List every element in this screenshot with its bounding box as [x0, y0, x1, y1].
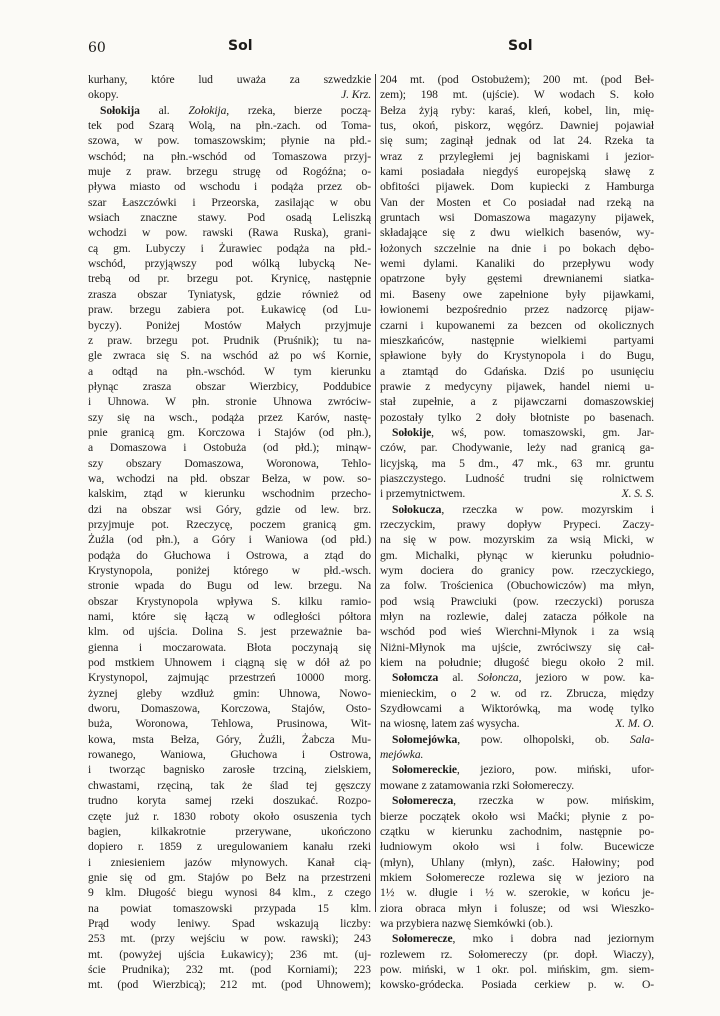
right-column-line: mejówka. — [380, 748, 424, 762]
left-column-line: Krystynopol, zajmując przestrzeń 10000 morg. — [88, 671, 371, 685]
left-column-line: szy się na wsch., podąża przez Karów, nastę- — [88, 410, 371, 424]
left-column-line: gle zwraca się S. na wschód aż po wś Kornie, — [88, 349, 371, 363]
right-column-line: Sołomerecze, mko i dobra nad jeziornym — [392, 932, 654, 946]
right-column-line: X. S. S. i przemytnictwem. — [380, 487, 654, 501]
left-column — [88, 72, 371, 1002]
right-column-line: wym dociera do granicy pow. rzeczyckiego, — [380, 564, 654, 577]
left-column-line: szowa, w pow. tomaszowskim; płynie na płd.- — [88, 134, 371, 148]
right-column-line: X. M. O. na wiosnę, latem zaś wysycha. — [380, 717, 654, 731]
right-column-line: 204 mt. (pod Ostobużem); 200 mt. (pod Beł- — [380, 73, 654, 86]
running-header — [88, 38, 654, 60]
right-column-line: rzeczyckim, prawy dopływ Prypeci. Zaczy- — [380, 517, 654, 531]
right-column-line: kami posiadała niegdyś europejską sławę z — [380, 165, 654, 179]
right-column-line: Bełza żyją ryby: karaś, kleń, kobel, lin, mię- — [380, 103, 654, 117]
right-column-line: kiem na południe; długość biegu około 2 mil. — [380, 656, 654, 670]
right-column-line: a ztamtąd do Gdańska. Dziś po usunięciu — [380, 364, 654, 378]
left-column-line: Prąd wody leniwy. Spad wskazują liczby: — [88, 916, 371, 930]
left-column-line: praw. brzegu zabiera pot. Łukawicę (od Lu- — [88, 303, 371, 317]
left-column-line: J. Krz. okopy. — [88, 88, 371, 102]
left-column-line: gnie się od gm. Stajów po Bełz na przestrzeni — [88, 870, 371, 884]
left-column-line: trudno koryta samej rzeki doszukać. Rozpo- — [88, 794, 371, 808]
right-column-line: Sołomerecza, rzeczka w pow. mińskim, — [392, 794, 654, 808]
left-column-line: dworu, Domaszowa, Korczowa, Stajów, Osto- — [88, 702, 371, 716]
left-column-line: 9 klm. Długość biegu wynosi 84 klm., z czego — [88, 886, 371, 900]
right-column-line: się sum; zaginął jednak od lat 24. Rzeka ta — [380, 134, 654, 148]
right-column-line: za folw. Trościenica (Obuchowiczów) ma młyn, — [380, 579, 654, 593]
left-column-line: wchodzi w pow. rawski (Rawa Ruska), grani- — [88, 226, 371, 240]
header-keyword-left: Sol — [228, 38, 253, 54]
right-column-line: pozostały tylko 2 doły błotniste po basenach. — [380, 410, 654, 424]
left-column-line: a odtąd na płn.-wschód. W tym kierunku — [88, 364, 371, 378]
right-column-line: Van der Mosten et Co posiadał nad rzeką na — [380, 195, 654, 209]
left-column-line: dzi na obszar wsi Góry, gdzie od lew. brz. — [88, 502, 371, 516]
left-column-line: nami, które się łączą w odległości półtora — [88, 610, 371, 624]
left-column-line: ście Prudnika); 232 mt. (pod Korniami); 223 — [88, 962, 371, 976]
left-column-line: pływa miasto od wschodu i podąża przez ob- — [88, 180, 371, 194]
left-column-line: płynąc zrasza obszar Wierzbicy, Poddubice — [88, 379, 371, 393]
left-column-line: wsiach znaczne stawy. Pod osadą Leliszką — [88, 211, 371, 225]
left-column-line: tek pod Szarą Wolą, na płn.-zach. od Toma- — [88, 119, 371, 133]
left-column-line: byczy). Poniżej Mostów Małych przyjmuje — [88, 318, 371, 332]
right-column-line: pod wsią Prawciuki (pow. rzeczycki) porusza — [380, 594, 654, 608]
right-column-line: piaszczystego. Ludność trudni się rolnictwem — [380, 471, 654, 485]
right-column-line: czątku w kierunku zachodnim, następnie po- — [380, 824, 654, 838]
left-column-line: wa, wchodzi na płd. obszar Bełza, w pow. so- — [88, 471, 371, 485]
left-column-line: mt. (powyżej ujścia Łukawicy); 236 mt. (uj- — [88, 947, 371, 961]
right-column-line: stał zupełnie, a z pijawczarni domaszowskiej — [380, 395, 654, 409]
right-column-line: opatrzone były gęstemi drewnianemi siatka- — [380, 272, 654, 286]
left-column-line: mt. (pod Wierzbicą); 212 mt. (pod Uhnowem); — [88, 978, 371, 992]
left-column-line: kowa, msta Bełza, Góry, Żuźli, Żabcza Mu- — [88, 732, 371, 746]
right-column-line: rozlewem rz. Sołomereczy (pr. dopł. Wiaczy), — [380, 947, 654, 961]
left-column-line: kurhany, które lud uważa za szwedzkie — [88, 73, 371, 86]
header-keyword-right: Sol — [508, 38, 533, 54]
right-column-line: wraz z przyległemi jej bagniskami i jezior- — [380, 149, 654, 163]
right-column-line: Sołomcza al. Sołoncza, jezioro w pow. ka- — [392, 671, 654, 685]
left-column-line: przyjmuje pot. Rzeczycę, poczem granicą gm. — [88, 517, 371, 531]
left-column-line: rowanego, Waniowa, Głuchowa i Ostrowa, — [88, 748, 371, 762]
left-column-line: Krystynopola, poniżej którego w płd.-wsch. — [88, 564, 371, 577]
right-column-line: tus, okoń, piskorz, węgórz. Dawniej pojawiał — [380, 119, 654, 133]
right-column-line: ziora obraca młyn i folusze; od wsi Wieszko- — [380, 901, 654, 915]
right-column-line: młyn na rozlewie, dalej zatacza półkole na — [380, 610, 654, 624]
right-column-line: mieszkańców, następnie wielkiemi partyami — [380, 333, 654, 347]
right-column-line: bierze początek około wsi Maćki; płynie z po- — [380, 809, 654, 823]
right-column-line: mienieckim, o 2 w. od rz. Zbrucza, między — [380, 686, 654, 700]
right-column-line: Szydłowcami a Wiktorówką, ma wodę tylko — [380, 702, 654, 716]
right-column-line: wa przybiera nazwę Siemkówki (ob.). — [380, 916, 553, 930]
left-column-line: kalskim, ztąd w kierunku wschodnim przecho- — [88, 487, 371, 501]
right-column-line: mi. Baseny owe zapełnione były pijawkami, — [380, 287, 654, 301]
left-column-line: podąża do Głuchowa i Ostrowa, a ztąd do — [88, 548, 371, 562]
right-column-line: obfitości pijawek. Dom kupiecki z Hamburga — [380, 180, 654, 194]
left-column-line: wschód; na płn.-wschód od Tomaszowa przyj- — [88, 149, 371, 163]
left-column-line: pod mstkiem Uhnowem i ciągną się w dół aż po — [88, 656, 371, 670]
right-column-line: (młyn), Uhlany (młyn), zaśc. Hałowiny; pod — [380, 855, 654, 869]
left-column-line: bagien, kilkakrotnie przerywane, ukończono — [88, 824, 371, 838]
left-column-line: szy obszary Domaszowa, Woronowa, Tehlo- — [88, 456, 371, 470]
left-column-line: zrasza obszar Tyniatysk, gdzie również od — [88, 287, 371, 301]
right-column-line: gm. Michalki, płynąc w kierunku południo- — [380, 548, 654, 562]
right-column-line: Sołomereckie, jezioro, pow. miński, ufor- — [392, 763, 654, 777]
left-column-line: dopiero r. 1859 z uregulowaniem kanału rzeki — [88, 840, 371, 854]
left-column-line: z praw. brzegu pot. Prudnik (Pruśnik); tu na- — [88, 333, 371, 347]
right-column-line: łowionemi bezpośrednio przez nadzorcę pijaw- — [380, 303, 654, 317]
right-column-line: Niżni-Młynok ma ujście, zwróciwszy się cał- — [380, 640, 654, 654]
page-number: 60 — [88, 40, 106, 56]
left-column-line: a Domaszowa i Ostobuża (od płd.); minąw- — [88, 441, 371, 455]
left-column-line: cą gm. Lubyczy i Żurawiec podąża na płd.- — [88, 241, 371, 255]
right-column-line: wschód pod wieś Wierchni-Młynok i za wsią — [380, 625, 654, 639]
left-column-line: Żuźla (od płn.), a Góry i Waniowa (od płd.) — [88, 533, 371, 547]
right-column-line: Sołokucza, rzeczka w pow. mozyrskim i — [392, 502, 654, 516]
right-column-line: pow. miński, w 1 okr. pol. mińskim, gm. siem- — [380, 962, 654, 976]
right-column-line: czarni i kupowanemi za bezcen od okolicznych — [380, 318, 654, 332]
column-divider — [375, 74, 376, 912]
left-column-line: Sołokija al. Zołokija, rzeka, bierze począ- — [100, 103, 371, 117]
right-column-line: łożonych szczelnie na dnie i po bokach dębo- — [380, 241, 654, 255]
right-column — [380, 72, 654, 1002]
left-column-line: wschód, przyjąwszy pod wólką lubycką Ne- — [88, 257, 371, 271]
left-column-line: i zniesieniem jazów młynowych. Kanał cią- — [88, 855, 371, 869]
left-column-line: klm. od ujścia. Dolina S. jest przeważnie ba- — [88, 625, 371, 639]
left-column-line: obszar Krystynopola wpływa S. kilku ramio- — [88, 594, 371, 608]
left-column-line: trebą od pr. brzegu pot. Krynicę, następnie — [88, 272, 371, 286]
left-column-line: i tworząc bagnisko zarosłe trzciną, zielskiem, — [88, 763, 371, 777]
left-column-line: muje z praw. brzegu strugę od Rogóźna; o- — [88, 165, 371, 179]
left-column-line: szar Łaszczówki i Przeorska, zasilając w obu — [88, 195, 371, 209]
left-column-line: na powiat tomaszowski przypada 15 klm. — [88, 901, 371, 915]
left-column-line: gienna i moczarowata. Błota poczynają się — [88, 640, 371, 654]
left-column-line: pnie granicą gm. Korczowa i Stajów (od płn.), — [88, 425, 371, 439]
right-column-line: mkiem Sołomerecze rozlewa się w jezioro na — [380, 870, 654, 884]
right-column-line: kowsko-gródecka. Posiada cerkiew p. w. O- — [380, 978, 654, 992]
right-column-line: gruntach wsi Domaszowa magazyny pijawek, — [380, 211, 654, 225]
right-column-line: spławione były do Krystynopola i do Bugu, — [380, 349, 654, 363]
left-column-line: stronie wpada do Bugu od lew. brzegu. Na — [88, 579, 371, 593]
right-column-line: składające się z dwu wielkich basenów, wy- — [380, 226, 654, 240]
right-column-line: licyjską, ma 5 dm., 47 mk., 63 mr. gruntu — [380, 456, 654, 470]
left-column-line: buża, Woronowa, Tehlowa, Prusinowa, Wit- — [88, 717, 371, 731]
right-column-line: prawie z medycyny pijawek, handel niemi u- — [380, 379, 654, 393]
left-column-line: 253 mt. (przy wejściu w pow. rawski); 243 — [88, 932, 371, 946]
left-column-line: częte już r. 1830 roboty około osuszenia tych — [88, 809, 371, 823]
right-column-line: wemi dylami. Kanaliki do przepływu wody — [380, 257, 654, 271]
right-column-line: zem); 198 mt. (ujście). W wodach S. koło — [380, 88, 654, 102]
left-column-line: chwastami, rzęciną, tak że ślad tej gęszczy — [88, 778, 371, 792]
right-column-line: mowane z zatamowania rzki Sołomereczy. — [380, 778, 575, 792]
left-column-line: żyznej gleby wzdłuż gmin: Uhnowa, Nowo- — [88, 686, 371, 700]
right-column-line: Sołomejówka, pow. olhopolski, ob. Sala- — [392, 732, 654, 746]
right-column-line: Sołokije, wś, pow. tomaszowski, gm. Jar- — [392, 425, 654, 439]
left-column-line: i Uhnowa. W płn. stronie Uhnowa zwróciw- — [88, 395, 371, 409]
right-column-line: czów, par. Chodywanie, leży nad granicą ga- — [380, 441, 654, 455]
right-column-line: łudniowym około wsi i folw. Bucewicze — [380, 840, 654, 854]
right-column-line: 1½ w. długie i ½ w. szerokie, w końcu je- — [380, 886, 654, 900]
right-column-line: na się w pow. mozyrskim za wsią Micki, w — [380, 533, 654, 547]
